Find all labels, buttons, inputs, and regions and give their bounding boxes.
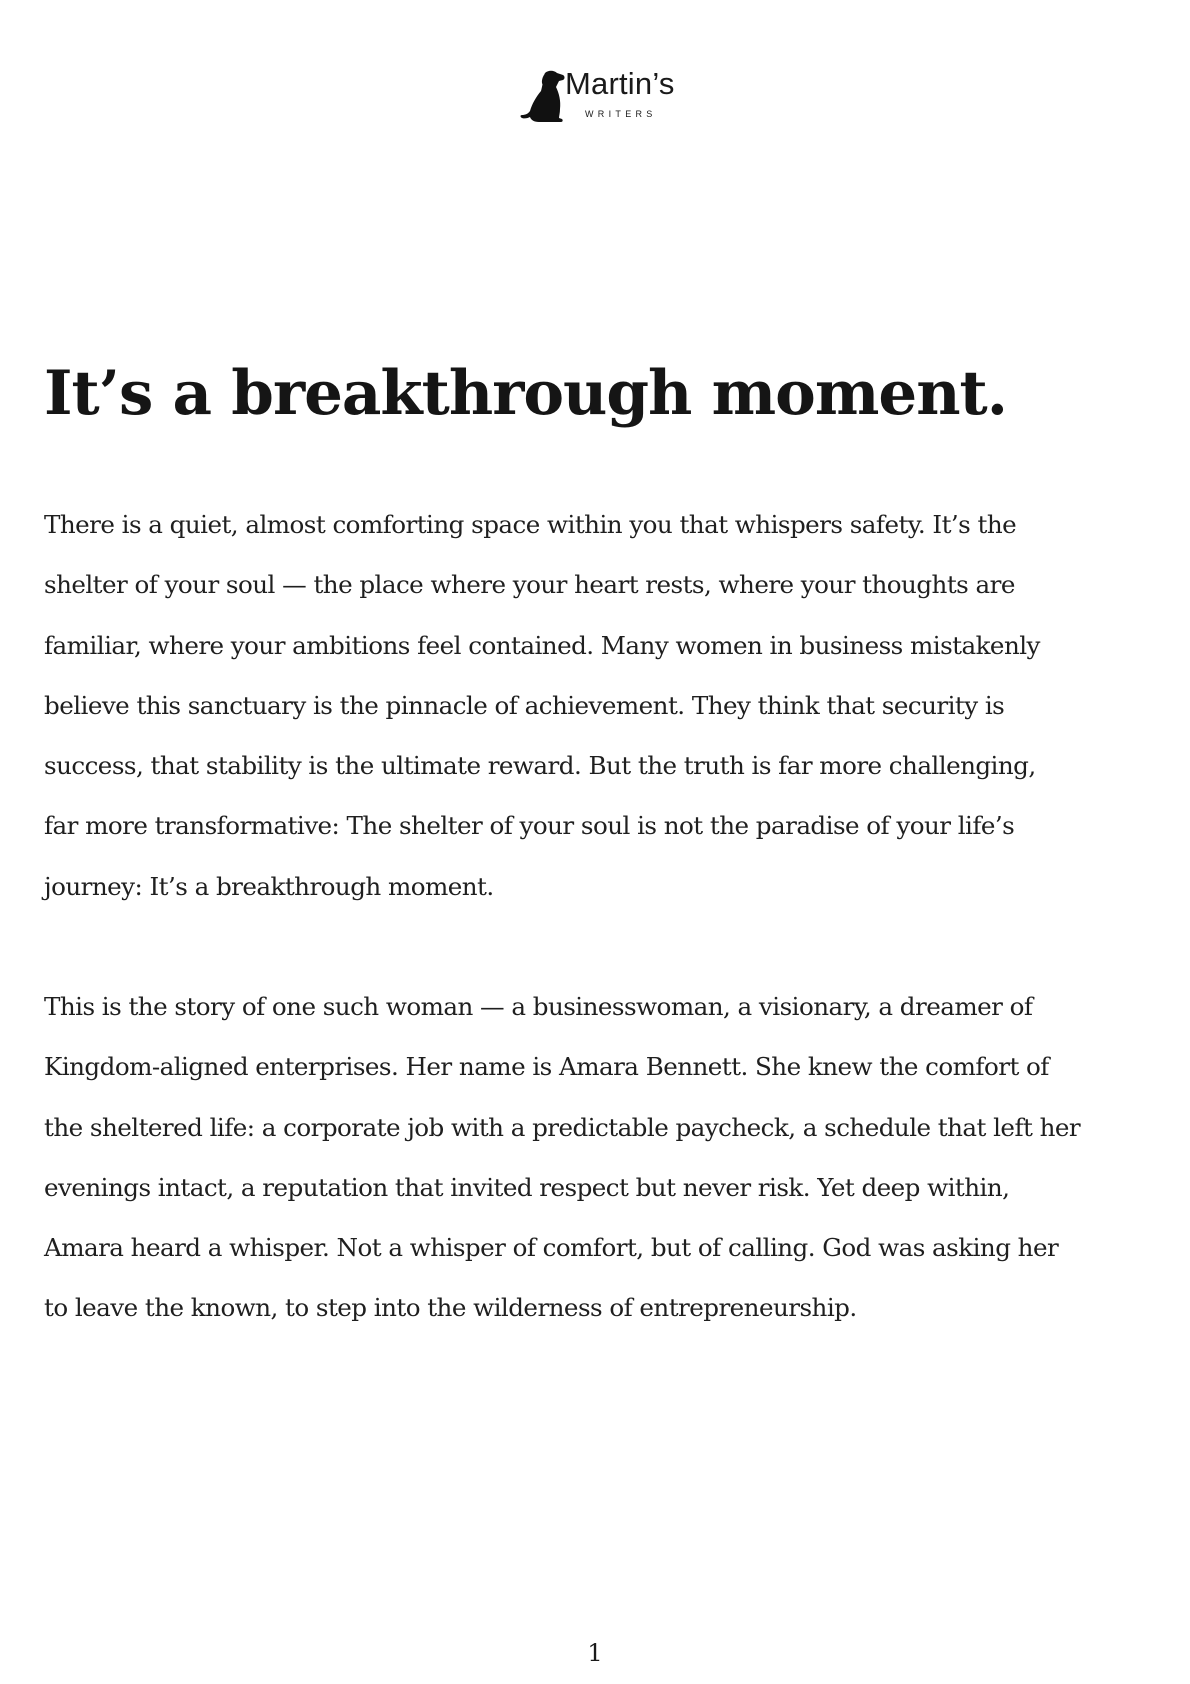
- text-line: journey: It’s a breakthrough moment.: [44, 871, 494, 901]
- page-title: It’s a breakthrough moment.: [44, 358, 1007, 429]
- body-paragraph: [44, 977, 1159, 1339]
- text-line: This is the story of one such woman — a businesswoman, a visionary, a dreamer of: [44, 992, 1033, 1021]
- logo-brand-text: Martin’s: [565, 66, 675, 101]
- text-line: There is a quiet, almost comforting space within you that whispers safety. It’s the: [44, 510, 1017, 539]
- dog-silhouette-icon: [519, 69, 565, 123]
- text-line: familiar, where your ambitions feel contained. Many women in business mistakenly: [44, 630, 1040, 660]
- logo-subtitle: WRITERS: [585, 109, 657, 119]
- text-line: success, that stability is the ultimate reward. But the truth is far more challenging,: [44, 751, 1036, 781]
- brand-logo: [519, 64, 679, 124]
- page-number: 1: [587, 1639, 603, 1667]
- text-line: to leave the known, to step into the wilderness of entrepreneurship.: [44, 1293, 857, 1323]
- text-line: Amara heard a whisper. Not a whisper of comfort, but of calling. God was asking her: [44, 1233, 1059, 1263]
- text-line: evenings intact, a reputation that invited respect but never risk. Yet deep within,: [44, 1172, 1010, 1202]
- text-line: Kingdom-aligned enterprises. Her name is Amara Bennett. She knew the comfort of: [44, 1052, 1049, 1082]
- text-line: believe this sanctuary is the pinnacle of achievement. They think that security is: [44, 690, 1005, 720]
- text-line: the sheltered life: a corporate job with a predictable paycheck, a schedule that left her: [44, 1112, 1081, 1142]
- body-paragraph: [44, 495, 1159, 917]
- text-line: shelter of your soul — the place where your heart rests, where your thoughts are: [44, 570, 1015, 600]
- text-line: far more transformative: The shelter of your soul is not the paradise of your life’s: [44, 811, 1015, 841]
